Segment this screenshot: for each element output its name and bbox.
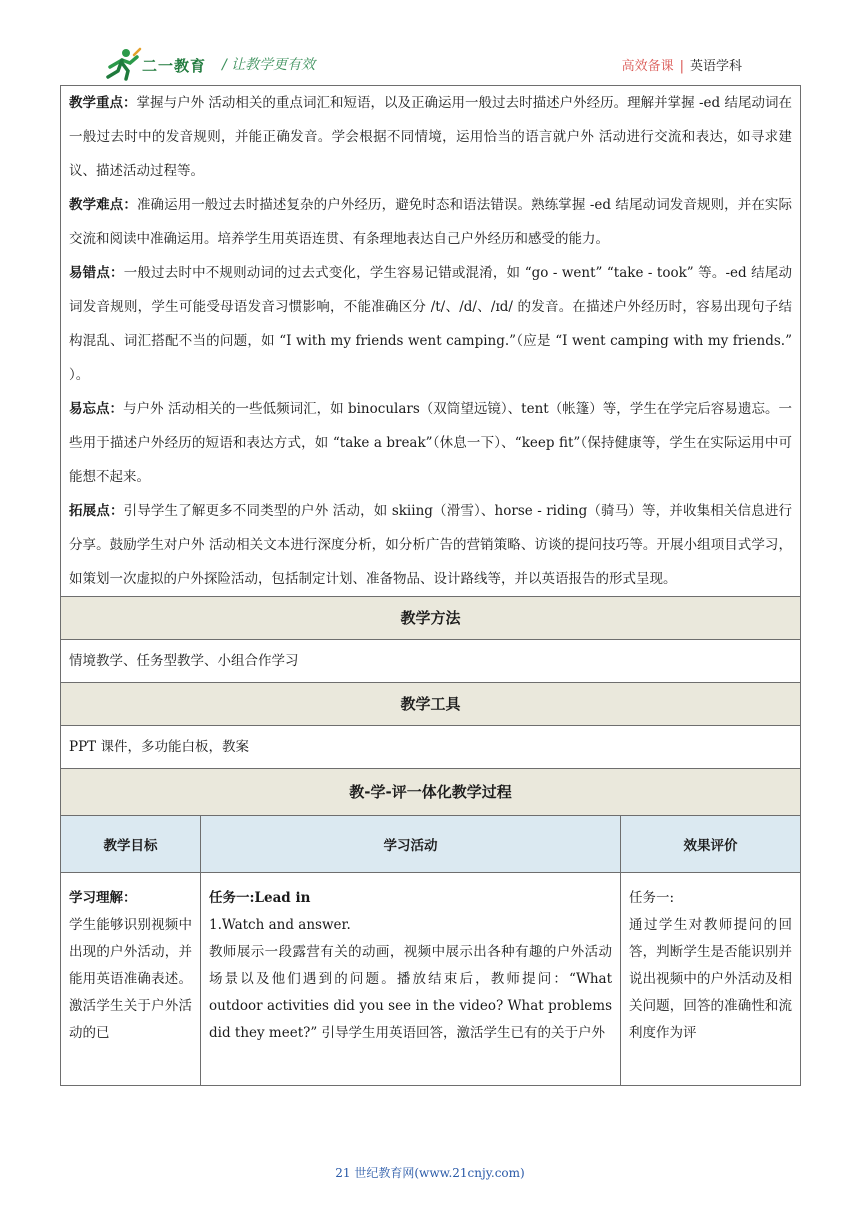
header-tags: [622, 55, 742, 74]
point-text: 一般过去时中不规则动词的过去式变化，学生容易记错或混淆，如 “go - went” “take - took” 等。-ed 结尾动词发音规则，学生可能受母语发音习惯影响，不能准确区分 /t/、/d/、/ɪd/ 的发音。在描述户外经历时，容易出现句子结构混乱、词汇搭配不当的问题，如 “I with my friends went camping.”（应是 “I went camping with my friends.” ）。: [69, 265, 792, 383]
goal-text: 学生能够识别视频中出现的户外活动，并能用英语准确表述。激活学生关于户外活动的已: [69, 917, 192, 1041]
column-header-activity: 学习活动: [201, 816, 621, 873]
process-row: [61, 873, 801, 1086]
process-header-row: [61, 769, 801, 816]
key-points-cell: [61, 86, 801, 597]
point-forgettable: [69, 392, 792, 494]
point-label: 易错点：: [69, 265, 124, 281]
eval-label: 任务一:: [629, 890, 675, 906]
column-header-evaluation: 效果评价: [621, 816, 801, 873]
point-text: 与户外 活动相关的一些低频词汇，如 binoculars（双筒望远镜）、tent（帐篷）等，学生在学完后容易遗忘。一些用于描述户外经历的短语和表达方式，如 “take a break”（休息一下）、“keep fit”（保持健康等，学生在实际运用中可能想不起来。: [69, 401, 793, 485]
page-header: [0, 0, 860, 80]
point-label: 教学重点：: [69, 95, 137, 111]
evaluation-cell: [621, 873, 801, 1086]
point-label: 拓展点：: [69, 503, 124, 519]
brand-name: 二一教育: [142, 57, 207, 75]
task-step: 1.Watch and answer.: [209, 917, 351, 933]
point-text: 引导学生了解更多不同类型的户外 活动，如 skiing（滑雪）、horse - riding（骑马）等，并收集相关信息进行分享。鼓励学生对户外 活动相关文本进行深度分析，如分析广告的营销策略、访谈的提问技巧等。开展小组项目式学习，如策划一次虚拟的户外探险活动，包括制定计划、准备物品、设计路线等，并以英语报告的形式呈现。: [69, 503, 792, 587]
methods-title: 教学方法: [61, 597, 801, 640]
tools-header-row: [61, 683, 801, 726]
tools-title: 教学工具: [61, 683, 801, 726]
point-extension: [69, 494, 792, 596]
key-points-row: [61, 86, 801, 597]
task-text: 教师展示一段露营有关的动画，视频中展示出各种有趣的户外活动场景以及他们遇到的问题。播放结束后，教师提问：“What outdoor activities did you see in the video? What problems did they meet?” 引导学生用英语回答，激活学生已有的关于户外: [209, 944, 612, 1041]
activity-cell: [201, 873, 621, 1086]
tools-content: PPT 课件，多功能白板，教案: [61, 726, 801, 769]
process-title: 教-学-评一体化教学过程: [61, 769, 801, 816]
column-header-row: [61, 816, 801, 873]
point-label: 教学难点：: [69, 197, 137, 213]
methods-header-row: [61, 597, 801, 640]
column-header-goal: 教学目标: [61, 816, 201, 873]
point-text: 准确运用一般过去时描述复杂的户外经历，避免时态和语法错误。熟练掌握 -ed 结尾动词发音规则，并在实际交流和阅读中准确运用。培养学生用英语连贯、有条理地表达自己户外经历和感受的能力。: [69, 197, 793, 247]
point-error-prone: [69, 256, 792, 392]
runner-logo-icon: [104, 47, 144, 81]
brand-logo: [104, 47, 224, 81]
point-text: 掌握与户外 活动相关的重点词汇和短语，以及正确运用一般过去时描述户外经历。理解并掌握 -ed 结尾动词在一般过去时中的发音规则，并能正确发音。学会根据不同情境，运用恰当的语言就户外 活动进行交流和表达，如寻求建议、描述活动过程等。: [69, 95, 792, 179]
goal-cell: [61, 873, 201, 1086]
page-footer: 21 世纪教育网(www.21cnjy.com): [335, 1166, 525, 1180]
task-title: 任务一:Lead in: [209, 890, 311, 906]
point-difficult: [69, 188, 792, 256]
eval-text: 通过学生对教师提问的回答，判断学生是否能识别并说出视频中的户外活动及相关问题，回答的准确性和流利度作为评: [629, 917, 792, 1041]
brand-slogan: / 让教学更有效: [222, 57, 316, 73]
header-tag-left: 高效备课: [621, 59, 674, 74]
lesson-plan-table: [60, 85, 801, 1086]
point-key: [69, 86, 792, 188]
tools-row: [61, 726, 801, 769]
point-label: 易忘点：: [69, 401, 124, 417]
goal-label: 学习理解：: [69, 890, 137, 906]
methods-row: [61, 640, 801, 683]
header-separator: |: [679, 59, 684, 74]
header-tag-subject: 英语学科: [689, 59, 742, 74]
methods-content: 情境教学、任务型教学、小组合作学习: [61, 640, 801, 683]
